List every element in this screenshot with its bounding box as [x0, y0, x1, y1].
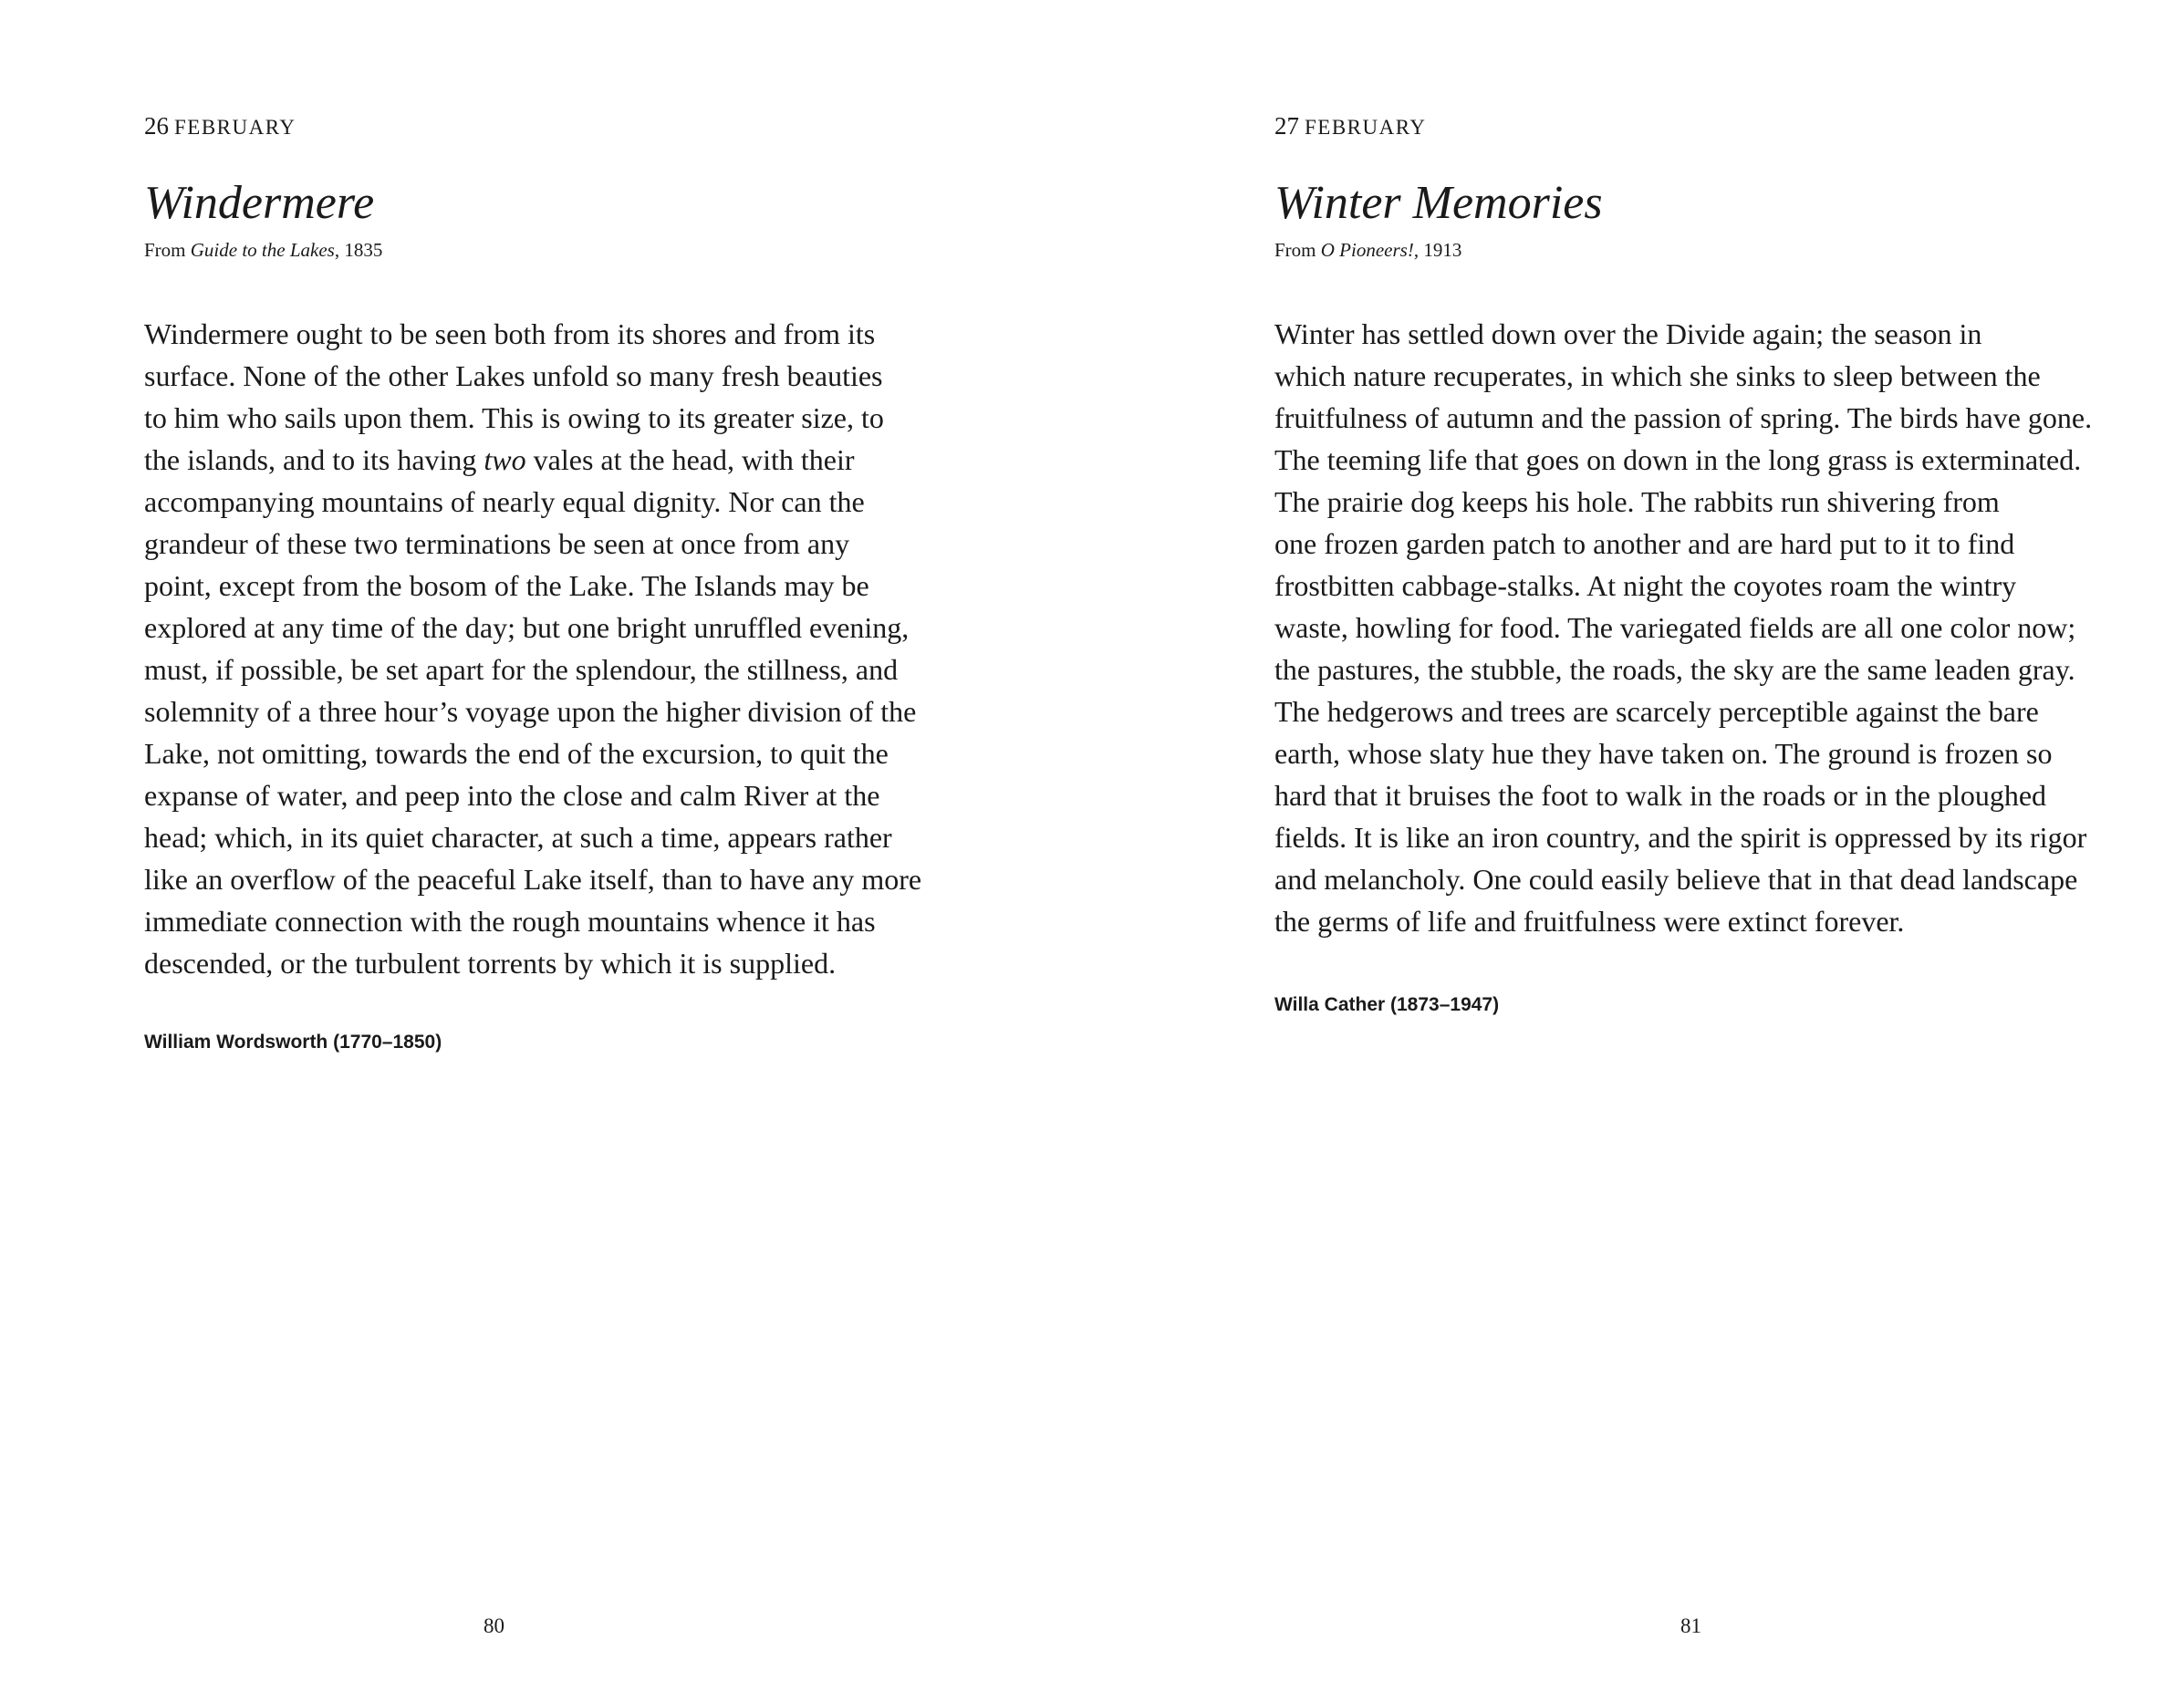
source-work: Guide to the Lakes	[190, 239, 335, 261]
body-line: which nature recuperates, in which she sinks to sleep between the	[1274, 359, 2041, 392]
body-line: immediate connection with the rough mountains whence it has	[144, 905, 876, 938]
body-line: The teeming life that goes on down in the long grass is exterminated.	[1274, 443, 2082, 476]
body-line: hard that it bruises the foot to walk in the roads or in the ploughed	[1274, 779, 2047, 812]
body-line-text: the islands, and to its having	[144, 443, 484, 476]
body-line: expanse of water, and peep into the close and calm River at the	[144, 779, 880, 812]
entry-body	[1274, 313, 2092, 942]
body-line: The hedgerows and trees are scarcely perceptible against the bare	[1274, 695, 2039, 728]
body-line: one frozen garden patch to another and are hard put to it to find	[1274, 527, 2015, 560]
body-line: earth, whose slaty hue they have taken on. The ground is frozen so	[1274, 737, 2053, 770]
source-prefix: From	[144, 239, 191, 261]
body-line: the pastures, the stubble, the roads, the sky are the same leaden gray.	[1274, 653, 2075, 686]
source-citation	[144, 239, 382, 262]
author-attribution: William Wordsworth (1770–1850)	[144, 1032, 442, 1053]
source-year: , 1913	[1413, 239, 1462, 261]
date-day: 27	[1274, 112, 1299, 140]
source-prefix: From	[1274, 239, 1321, 261]
right-page	[1092, 0, 2184, 1681]
page-number: 81	[1680, 1614, 1701, 1637]
page-date	[144, 112, 296, 140]
body-line: fields. It is like an iron country, and the spirit is oppressed by its rigor	[1274, 821, 2087, 854]
body-line: descended, or the turbulent torrents by which it is supplied.	[144, 947, 837, 980]
body-line-text: vales at the head, with their	[525, 443, 855, 476]
source-year: , 1835	[334, 239, 383, 261]
body-line: explored at any time of the day; but one bright unruffled evening,	[144, 611, 910, 644]
body-line: solemnity of a three hour’s voyage upon the higher division of the	[144, 695, 917, 728]
author-attribution: Willa Cather (1873–1947)	[1274, 994, 1500, 1015]
page-date	[1274, 112, 1426, 140]
body-line	[144, 439, 921, 481]
body-line: waste, howling for food. The variegated fields are all one color now;	[1274, 611, 2076, 644]
body-line: and melancholy. One could easily believe that in that dead landscape	[1274, 863, 2078, 896]
body-line: grandeur of these two terminations be seen at once from any	[144, 527, 850, 560]
body-line: must, if possible, be set apart for the splendour, the stillness, and	[144, 653, 899, 686]
body-line: The prairie dog keeps his hole. The rabbits run shivering from	[1274, 485, 2000, 518]
body-line: surface. None of the other Lakes unfold so many fresh beauties	[144, 359, 883, 392]
entry-body	[144, 313, 921, 984]
entry-title: Windermere	[144, 177, 375, 229]
body-line: to him who sails upon them. This is owing to its greater size, to	[144, 401, 884, 434]
body-line: point, except from the bosom of the Lake. The Islands may be	[144, 569, 869, 602]
source-work: O Pioneers!	[1320, 239, 1414, 261]
date-month: FEBRUARY	[174, 116, 296, 139]
date-day: 26	[144, 112, 169, 140]
entry-title: Winter Memories	[1274, 177, 1603, 229]
body-emphasis: two	[484, 443, 526, 476]
body-line: the germs of life and fruitfulness were extinct forever.	[1274, 905, 1905, 938]
body-line: like an overflow of the peaceful Lake itself, than to have any more	[144, 863, 922, 896]
source-citation	[1274, 239, 1461, 262]
body-line: accompanying mountains of nearly equal dignity. Nor can the	[144, 485, 865, 518]
body-line: Winter has settled down over the Divide again; the season in	[1274, 317, 1982, 350]
date-month: FEBRUARY	[1305, 116, 1427, 139]
body-line: Lake, not omitting, towards the end of the excursion, to quit the	[144, 737, 889, 770]
body-line: head; which, in its quiet character, at such a time, appears rather	[144, 821, 892, 854]
body-line: Windermere ought to be seen both from its shores and from its	[144, 317, 876, 350]
page-number: 80	[484, 1614, 504, 1637]
body-line: fruitfulness of autumn and the passion of spring. The birds have gone.	[1274, 401, 2093, 434]
body-line: frostbitten cabbage-stalks. At night the coyotes roam the wintry	[1274, 569, 2017, 602]
